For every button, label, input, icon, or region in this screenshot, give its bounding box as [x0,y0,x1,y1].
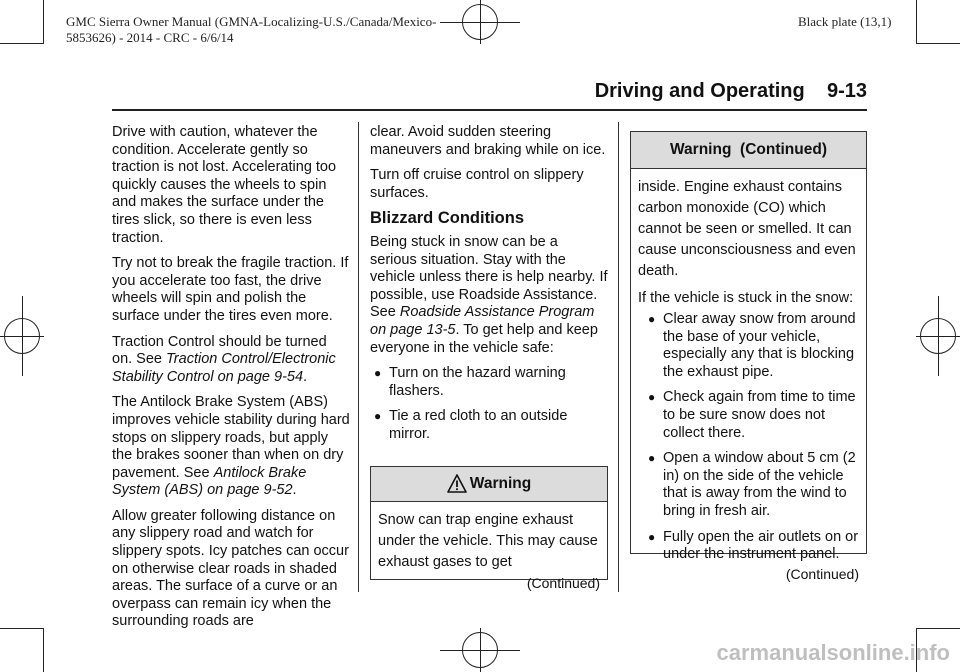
header-rule [112,109,867,111]
continued-label: (Continued) [785,565,859,582]
plate-label: Black plate (13,1) [798,14,892,29]
crop-mark-bottom-left-h [0,628,44,629]
bullet-icon: ● [648,451,656,466]
column-divider [358,122,359,592]
bullet-icon: ● [648,390,656,405]
paragraph: Try not to break the fragile traction. If you accelerate too fast, the drive wheels will spin and polish the surface under the tires even more. [112,255,349,324]
continued-label: (Continued) [526,575,600,591]
list-item: ● Clear away snow from around the base of your vehicle, especially any that is blocking the exhaust pipe. [648,311,856,380]
warning-title: Warning [469,475,532,492]
list-item: ● Fully open the air outlets on or under the instrument panel. [648,528,859,563]
warning-triangle-icon [447,474,467,493]
list-item: ● Check again from time to time to be sure snow does not collect there. [648,389,856,441]
bullet-icon: ● [374,409,382,424]
paragraph: Being stuck in snow can be a serious situation. Stay with the vehicle unless there is help nearby. If possible, use Roadside Assistance. See Roadside Assistance Program on page 13-5. To get help and keep everyone in the vehicle safe: [370,233,608,356]
section-heading: Blizzard Conditions [370,209,524,228]
reg-target-right-circle [920,318,956,354]
cross-reference-link[interactable]: Traction Control/Electronic Stability Control on page 9-54 [112,351,336,385]
bullet-icon: ● [648,312,656,326]
watermark: carmanualsonline.info [716,640,950,665]
column-1 [112,124,350,639]
cross-reference-link[interactable]: Antilock Brake System (ABS) on page 9-52 [112,464,307,499]
warning-box-continued [630,131,867,582]
page-header [560,80,867,103]
paragraph: Traction Control should be turned on. See Traction Control/Electronic Stability Control on page 9-54. [112,333,336,385]
cross-reference-link[interactable]: Roadside Assistance Program on page 13-5 [370,304,595,338]
document-meta-line1: GMC Sierra Owner Manual (GMNA-Localizing-U.S./Canada/Mexico- [66,14,437,29]
warning-body [631,169,866,591]
document-meta-line2: 5853626) - 2014 - CRC - 6/6/14 [66,30,234,45]
paragraph: Drive with caution, whatever the condition. Accelerate gently so traction is not lost. Accelerating too quickly causes the wheels to spin and makes the surface under the tires slick, so there is even less traction. [112,124,337,246]
list-item: ● Turn on the hazard warning flashers. [374,365,566,399]
paragraph: Allow greater following distance on any slippery road and watch for slippery spots. Icy patches can occur on otherwise clear roads in shaded areas. The surface of a curve or an overpass can remain icy when the surrounding roads are [112,507,349,630]
warning-text: inside. Engine exhaust contains carbon monoxide (CO) which cannot be seen or smelled. It can cause unconsciousness and even death. [638,179,856,279]
crop-mark-top-left-h [0,43,44,44]
reg-target-left-circle [4,318,40,354]
paragraph: The Antilock Brake System (ABS) improves vehicle stability during hard stops on slippery roads, but apply the brakes sooner than when on dry pavement. See Antilock Brake System (ABS) on page 9-52. [112,394,350,499]
reg-target-top-circle [462,4,498,40]
document-meta [66,14,436,46]
bullet-list [638,311,859,564]
crop-mark-top-right-h [916,43,960,44]
warning-text: If the vehicle is stuck in the snow: [638,290,854,306]
column-2 [370,124,608,452]
warning-text: Snow can trap engine exhaust under the vehicle. This may cause exhaust gases to get [378,512,598,570]
page-number: 9-13 [826,80,867,102]
bullet-icon: ● [374,366,382,381]
crop-mark-top-left-v [43,0,44,44]
reg-target-bottom-circle [462,632,498,668]
warning-header [631,132,866,169]
warning-header [371,467,607,502]
bullet-icon: ● [648,529,656,544]
crop-mark-bottom-right-h [916,628,960,629]
paragraph: clear. Avoid sudden steering maneuvers and braking while on ice. [370,124,606,158]
crop-mark-top-right-v [916,0,917,44]
warning-title: Warning (Continued) [670,141,827,158]
warning-box [370,466,608,591]
paragraph: Turn off cruise control on slippery surfaces. [370,167,584,201]
column-divider [618,122,619,592]
crop-mark-bottom-left-v [43,628,44,672]
warning-body [371,502,607,600]
list-item: ● Open a window about 5 cm (2 in) on the side of the vehicle that is away from the wind to bring in fresh air. [648,450,856,519]
list-item: ● Tie a red cloth to an outside mirror. [374,408,568,442]
section-title: Driving and Operating [594,80,805,102]
bullet-list [370,365,608,443]
